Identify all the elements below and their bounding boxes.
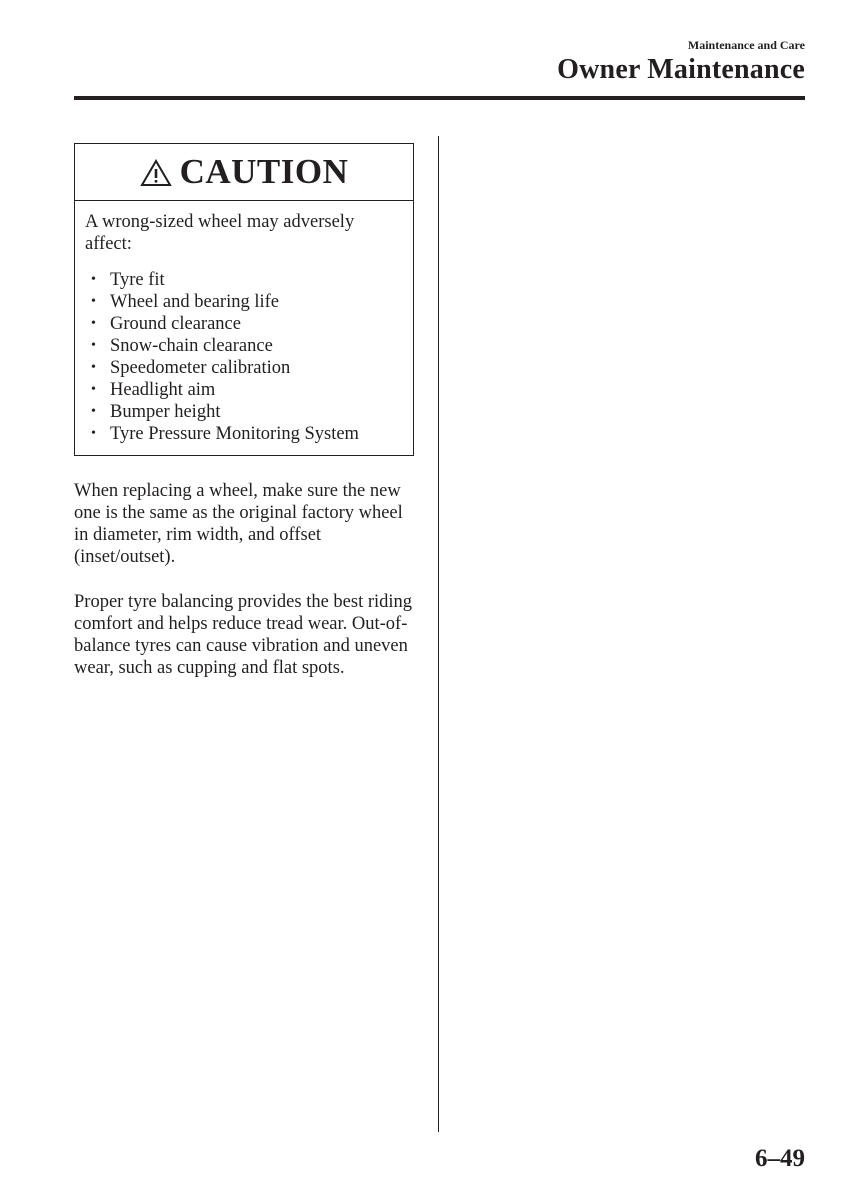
list-item-text: Wheel and bearing life [110, 292, 279, 312]
page-number: 6–49 [755, 1145, 805, 1172]
header-divider [74, 96, 805, 100]
list-item [85, 269, 403, 291]
bullet-icon: • [91, 294, 96, 309]
caution-title: CAUTION [179, 152, 349, 191]
caution-box [74, 143, 414, 456]
bullet-icon: • [91, 382, 96, 397]
bullet-icon: • [91, 338, 96, 353]
section-title: Maintenance and Care [687, 38, 805, 52]
warning-triangle-icon [140, 157, 172, 187]
list-item [85, 401, 403, 423]
column-divider [438, 136, 439, 1132]
bullet-icon: • [91, 426, 96, 441]
caution-list [85, 269, 403, 445]
bullet-icon: • [91, 404, 96, 419]
bullet-icon: • [91, 316, 96, 331]
bullet-icon: • [91, 360, 96, 375]
list-item-text: Ground clearance [110, 314, 241, 334]
list-item [85, 423, 403, 445]
bullet-icon: • [91, 272, 96, 287]
list-item-text: Snow-chain clearance [110, 336, 273, 356]
body-paragraph: When replacing a wheel, make sure the new one is the same as the original factory wheel in diameter, rim width, and offset (inset/outset). [74, 481, 403, 567]
list-item [85, 357, 403, 379]
list-item [85, 291, 403, 313]
page-title: Owner Maintenance [557, 54, 805, 85]
body-paragraph: Proper tyre balancing provides the best riding comfort and helps reduce tread wear. Out-of-balance tyres can cause vibration and uneven wear, such as cupping and flat spots. [74, 592, 413, 678]
list-item-text: Tyre fit [110, 270, 165, 290]
list-item-text: Speedometer calibration [110, 358, 291, 378]
caution-header [75, 144, 413, 201]
caution-body [75, 201, 413, 445]
list-item-text: Bumper height [110, 402, 221, 422]
list-item [85, 379, 403, 401]
list-item [85, 313, 403, 335]
caution-intro: A wrong-sized wheel may adversely affect: [85, 212, 355, 254]
list-item [85, 335, 403, 357]
list-item-text: Tyre Pressure Monitoring System [110, 424, 359, 444]
list-item-text: Headlight aim [110, 380, 216, 400]
